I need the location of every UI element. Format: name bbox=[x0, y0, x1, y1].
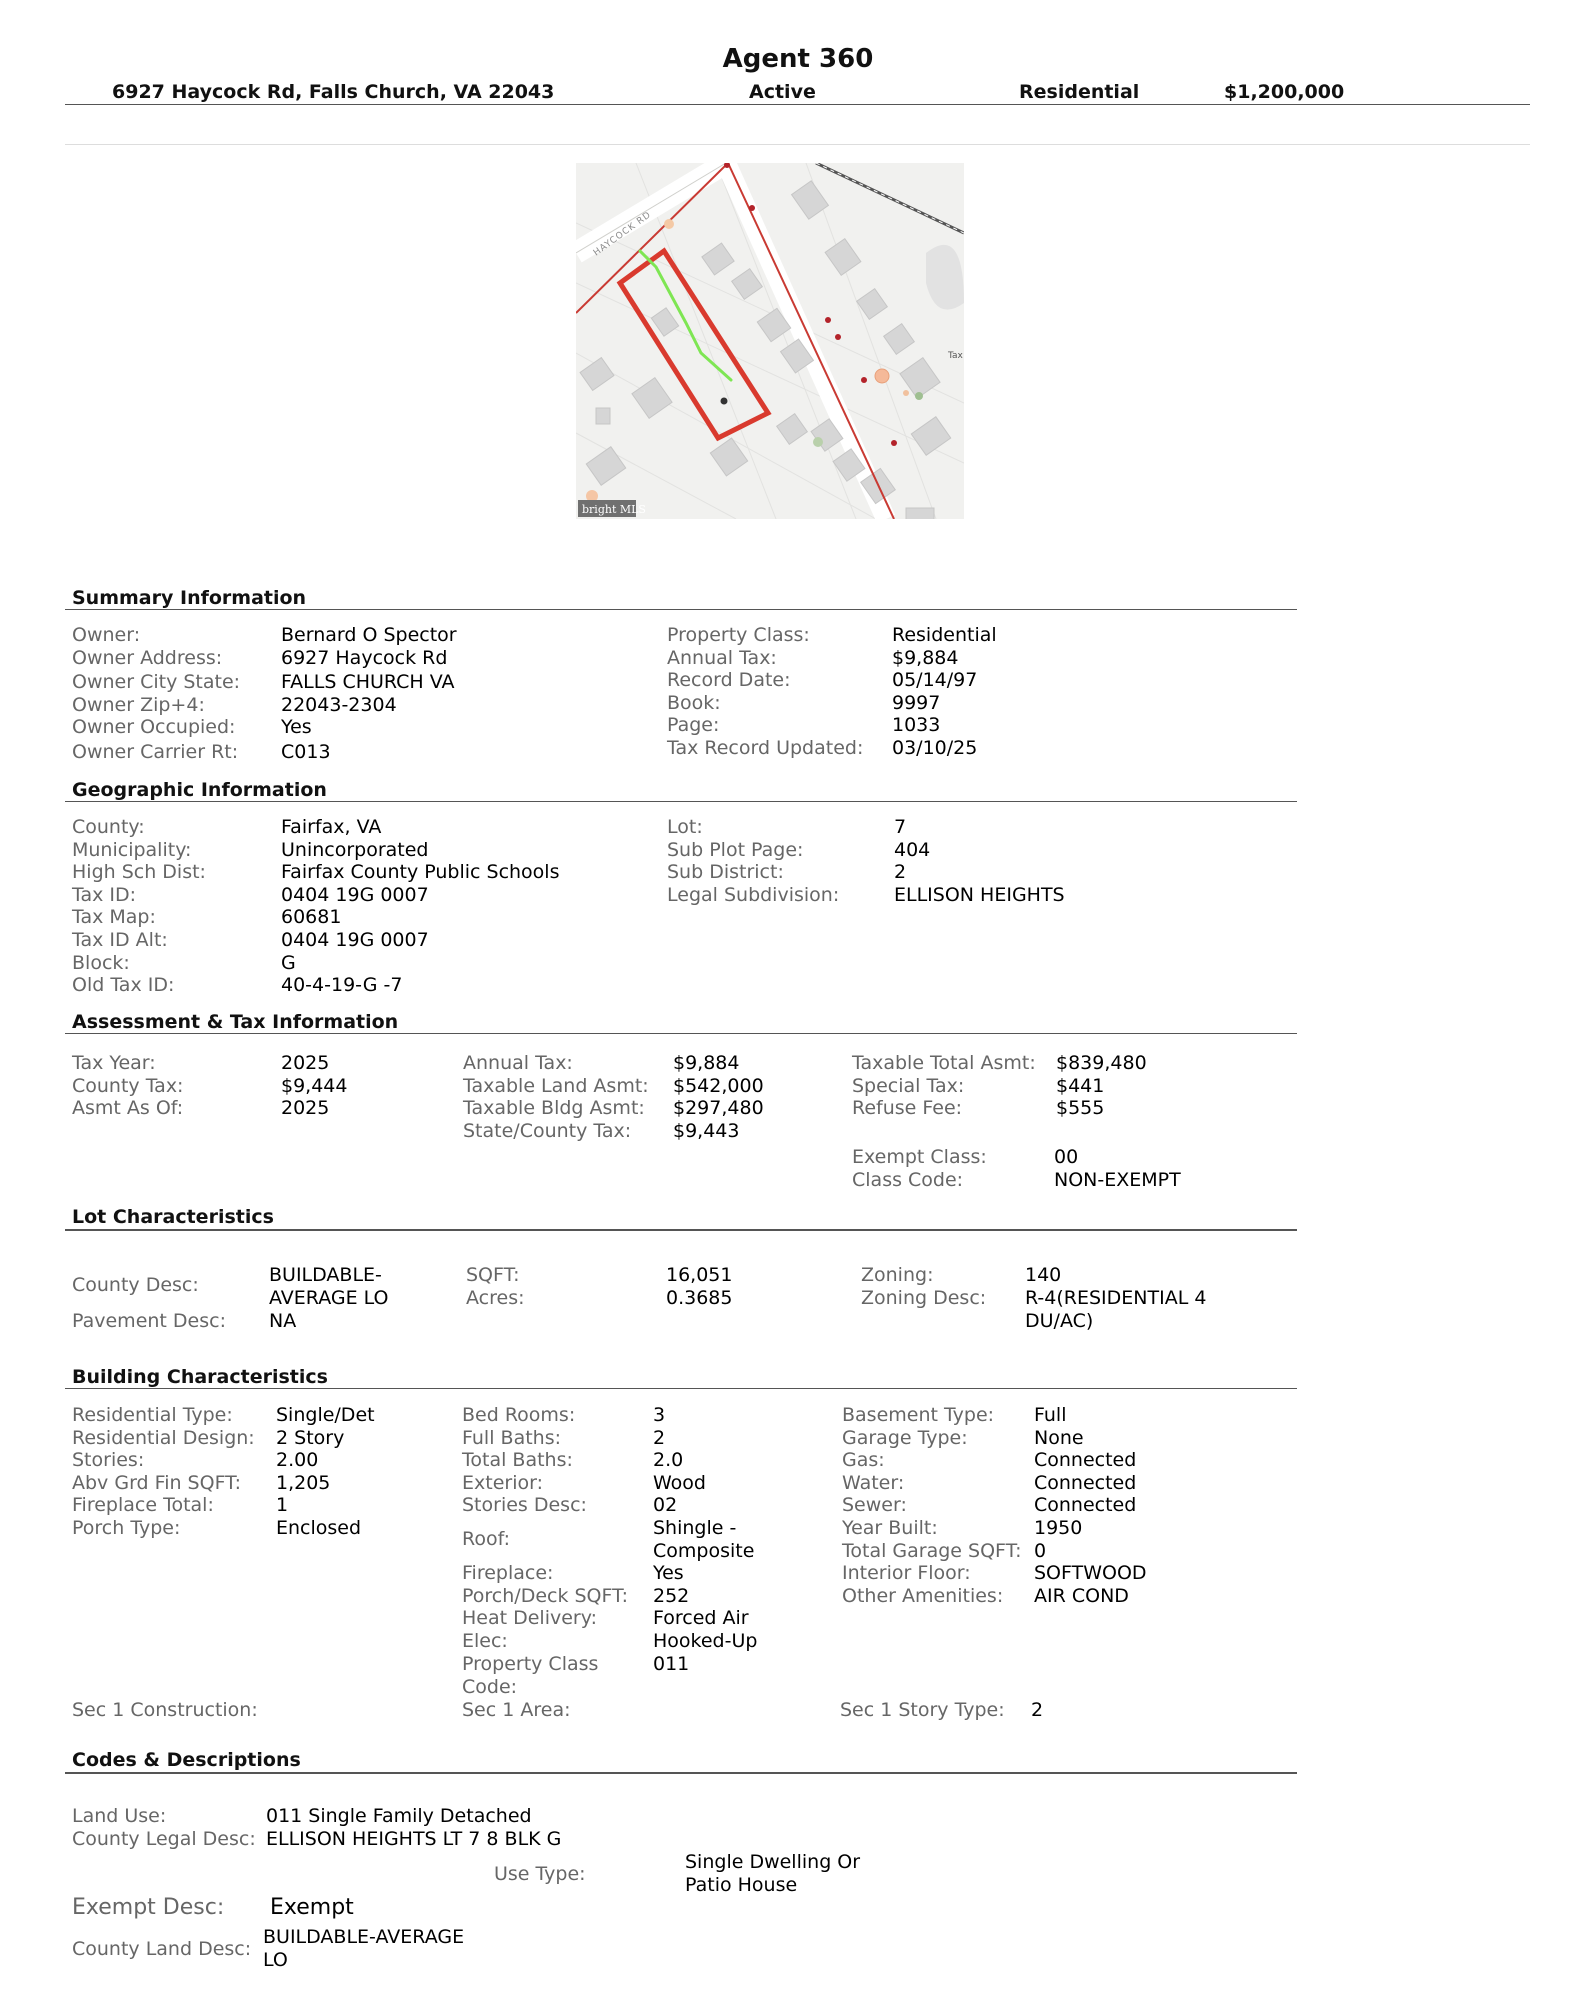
assessment-divider bbox=[65, 1033, 1297, 1034]
map-watermark: bright MLS bbox=[582, 503, 646, 516]
lot-acres-label: Acres: bbox=[466, 1287, 525, 1309]
building-divider bbox=[65, 1388, 1297, 1389]
assessment-c2-labels: Annual Tax: Taxable Land Asmt: Taxable Bldg Asmt: State/County Tax: bbox=[463, 1052, 649, 1142]
codes-section-title: Codes & Descriptions bbox=[72, 1749, 301, 1771]
building-roof-label: Roof: bbox=[462, 1528, 511, 1550]
summary-divider bbox=[65, 609, 1297, 610]
assessment-c3-values: $839,480 $441 $555 bbox=[1056, 1052, 1147, 1120]
building-c2-values-top: 3 2 2.0 Wood 02 bbox=[653, 1404, 706, 1517]
codes-county-land-label: County Land Desc: bbox=[72, 1938, 252, 1960]
geographic-divider bbox=[65, 801, 1297, 802]
codes-legal-label: County Legal Desc: bbox=[72, 1828, 256, 1850]
codes-land-use-value: 011 Single Family Detached bbox=[266, 1805, 532, 1827]
building-sec1-story-value: 2 bbox=[1031, 1699, 1044, 1721]
geographic-right-labels: Lot: Sub Plot Page: Sub District: Legal Subdivision: bbox=[667, 816, 840, 906]
lot-sqft-label: SQFT: bbox=[466, 1264, 520, 1286]
codes-county-land-value: BUILDABLE-AVERAGE LO bbox=[263, 1926, 465, 1971]
lot-zoning-value: 140 bbox=[1025, 1264, 1062, 1286]
codes-divider bbox=[65, 1772, 1297, 1774]
summary-right-labels: Property Class: Annual Tax: Record Date: Book: Page: Tax Record Updated: bbox=[667, 624, 864, 759]
geographic-left-labels: County: Municipality: High Sch Dist: Tax ID: Tax Map: Tax ID Alt: Block: Old Tax ID: bbox=[72, 816, 206, 997]
lot-sqft-value: 16,051 bbox=[666, 1264, 733, 1286]
lot-pavement-label: Pavement Desc: bbox=[72, 1310, 226, 1332]
assessment-c2-values: $9,884 $542,000 $297,480 $9,443 bbox=[673, 1052, 764, 1142]
lot-acres-value: 0.3685 bbox=[666, 1287, 733, 1309]
codes-exempt-value: Exempt bbox=[270, 1895, 354, 1920]
building-roof-value: Shingle - Composite bbox=[653, 1517, 755, 1562]
street-label: HAYCOCK RD bbox=[591, 209, 654, 259]
building-c1-labels: Residential Type: Residential Design: Stories: Abv Grd Fin SQFT: Fireplace Total: Porch Type: bbox=[72, 1404, 255, 1539]
page-title: Agent 360 bbox=[722, 44, 874, 74]
building-c1-values: Single/Det 2 Story 2.00 1,205 1 Enclosed bbox=[276, 1404, 375, 1539]
assessment-c3-labels: Taxable Total Asmt: Special Tax: Refuse Fee: bbox=[852, 1052, 1036, 1120]
lot-section-title: Lot Characteristics bbox=[72, 1206, 274, 1228]
summary-section-title: Summary Information bbox=[72, 587, 307, 609]
building-c3-labels: Basement Type: Garage Type: Gas: Water: Sewer: Year Built: Total Garage SQFT: Interior Floor: Other Amenities: bbox=[842, 1404, 1022, 1607]
summary-left-values: Bernard O Spector 6927 Haycock Rd FALLS CHURCH VA 22043-2304 Yes C013 bbox=[281, 624, 457, 763]
lot-divider bbox=[65, 1229, 1297, 1231]
header-faint-divider bbox=[65, 144, 1530, 145]
summary-left-labels: Owner: Owner Address: Owner City State: Owner Zip+4: Owner Occupied: Owner Carrier Rt: bbox=[72, 624, 241, 763]
lot-zoning-desc-label: Zoning Desc: bbox=[861, 1287, 987, 1309]
codes-land-use-label: Land Use: bbox=[72, 1805, 167, 1827]
assessment-c1-values: 2025 $9,444 2025 bbox=[281, 1052, 348, 1120]
listing-address: 6927 Haycock Rd, Falls Church, VA 22043 bbox=[112, 81, 555, 103]
codes-exempt-label: Exempt Desc: bbox=[72, 1895, 225, 1920]
codes-use-type-label: Use Type: bbox=[494, 1863, 586, 1885]
building-prop-class-value: 011 bbox=[653, 1653, 690, 1675]
property-map bbox=[576, 163, 964, 519]
assessment-c4-labels: Exempt Class: Class Code: bbox=[852, 1146, 987, 1191]
assessment-c4-values: 00 NON-EXEMPT bbox=[1054, 1146, 1181, 1191]
listing-status: Active bbox=[749, 81, 816, 103]
header-divider bbox=[65, 104, 1530, 105]
map-tax-label: Tax bbox=[948, 351, 963, 361]
lot-pavement-value: NA bbox=[269, 1310, 297, 1332]
codes-use-type-value: Single Dwelling Or Patio House bbox=[685, 1851, 861, 1896]
codes-legal-value: ELLISON HEIGHTS LT 7 8 BLK G bbox=[266, 1828, 562, 1850]
building-c2-values-bottom: Yes 252 Forced Air Hooked-Up bbox=[653, 1562, 758, 1652]
lot-county-desc-label: County Desc: bbox=[72, 1274, 199, 1296]
building-sec1-construction-label: Sec 1 Construction: bbox=[72, 1699, 258, 1721]
summary-right-values: Residential $9,884 05/14/97 9997 1033 03/10/25 bbox=[892, 624, 997, 759]
lot-county-desc-value: BUILDABLE-AVERAGE LO bbox=[269, 1264, 389, 1309]
assessment-c1-labels: Tax Year: County Tax: Asmt As Of: bbox=[72, 1052, 184, 1120]
listing-type: Residential bbox=[1019, 81, 1140, 103]
building-section-title: Building Characteristics bbox=[72, 1366, 328, 1388]
building-c2-labels-bottom: Fireplace: Porch/Deck SQFT: Heat Delivery: Elec: bbox=[462, 1562, 629, 1652]
assessment-section-title: Assessment & Tax Information bbox=[72, 1011, 399, 1033]
parcel-map-graphic bbox=[576, 163, 964, 519]
building-c3-values: Full None Connected Connected Connected 1950 0 SOFTWOOD AIR COND bbox=[1034, 1404, 1147, 1607]
lot-zoning-label: Zoning: bbox=[861, 1264, 934, 1286]
building-sec1-area-label: Sec 1 Area: bbox=[462, 1699, 571, 1721]
building-sec1-story-label: Sec 1 Story Type: bbox=[840, 1699, 1005, 1721]
geographic-section-title: Geographic Information bbox=[72, 779, 327, 801]
lot-zoning-desc-value: R-4(RESIDENTIAL 4 DU/AC) bbox=[1025, 1287, 1207, 1332]
geographic-right-values: 7 404 2 ELLISON HEIGHTS bbox=[894, 816, 1065, 906]
listing-price: $1,200,000 bbox=[1224, 81, 1345, 103]
building-prop-class-label: Property Class Code: bbox=[462, 1653, 599, 1698]
geographic-left-values: Fairfax, VA Unincorporated Fairfax County Public Schools 0404 19G 0007 60681 0404 19G 0007 G 40-4-19-G -7 bbox=[281, 816, 560, 997]
building-c2-labels-top: Bed Rooms: Full Baths: Total Baths: Exterior: Stories Desc: bbox=[462, 1404, 587, 1517]
